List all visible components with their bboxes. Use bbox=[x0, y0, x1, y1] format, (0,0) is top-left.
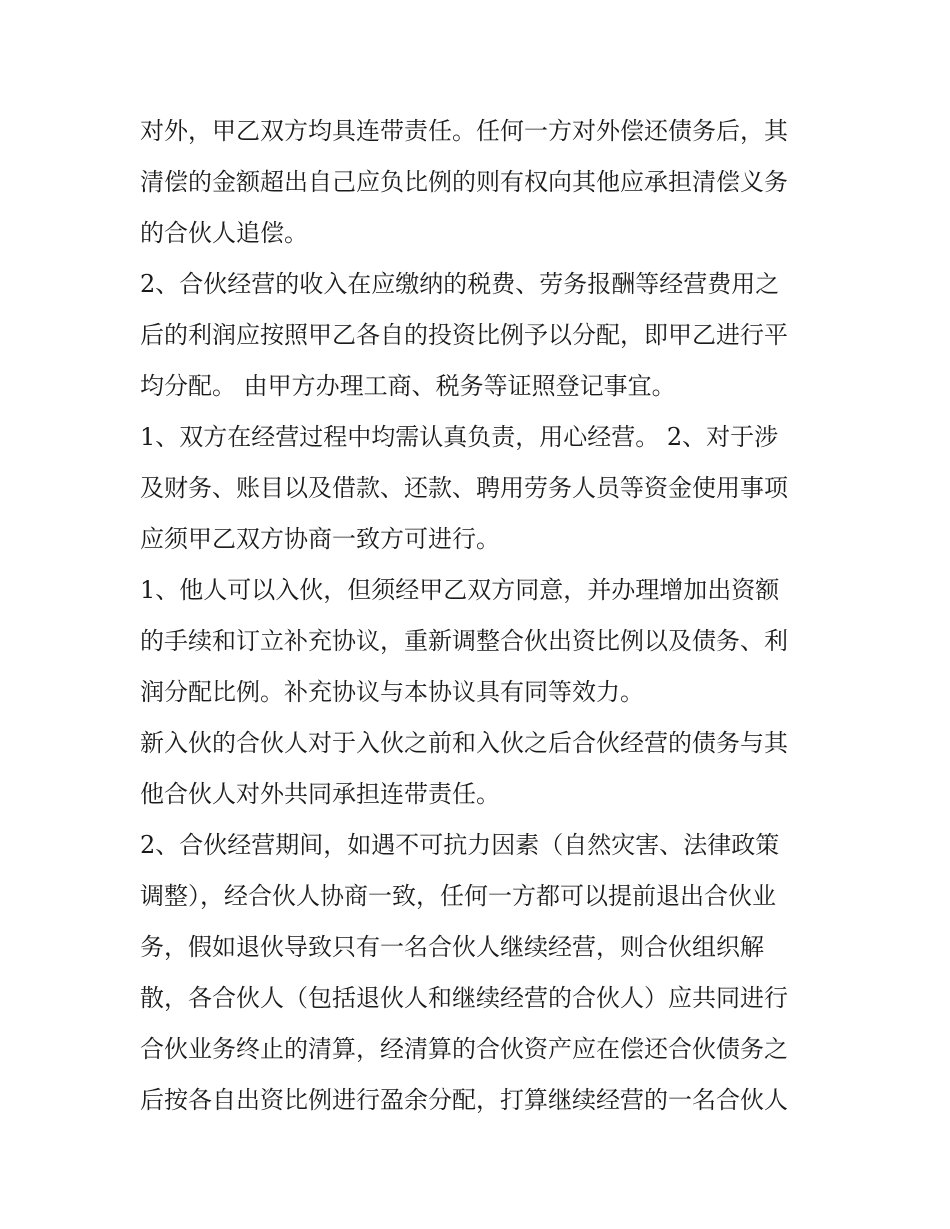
text-line: 应须甲乙双方协商一致方可进行。 bbox=[140, 525, 500, 553]
text-line: 散，各合伙人（包括退伙人和继续经营的合伙人）应共同进行 bbox=[140, 984, 788, 1012]
text-line: 1、双方在经营过程中均需认真负责，用心经营。 2、对于涉 bbox=[140, 423, 779, 451]
text-line: 他合伙人对外共同承担连带责任。 bbox=[140, 780, 500, 808]
text-line: 的合伙人追偿。 bbox=[140, 219, 308, 247]
text-line: 清偿的金额超出自己应负比例的则有权向其他应承担清偿义务 bbox=[140, 168, 788, 196]
text-line: 后的利润应按照甲乙各自的投资比例予以分配，即甲乙进行平 bbox=[140, 321, 788, 349]
text-line: 对外，甲乙双方均具连带责任。任何一方对外偿还债务后，其 bbox=[140, 117, 788, 145]
text-line: 新入伙的合伙人对于入伙之前和入伙之后合伙经营的债务与其 bbox=[140, 729, 788, 757]
text-line: 调整），经合伙人协商一致，任何一方都可以提前退出合伙业 bbox=[140, 882, 776, 910]
text-line: 的手续和订立补充协议，重新调整合伙出资比例以及债务、利 bbox=[140, 627, 788, 655]
text-line: 后按各自出资比例进行盈余分配，打算继续经营的一名合伙人 bbox=[140, 1086, 788, 1114]
text-line: 2、合伙经营期间，如遇不可抗力因素（自然灾害、法律政策 bbox=[140, 831, 780, 859]
text-line: 及财务、账目以及借款、还款、聘用劳务人员等资金使用事项 bbox=[140, 474, 788, 502]
text-line: 均分配。 由甲方办理工商、税务等证照登记事宜。 bbox=[140, 372, 676, 400]
text-line: 润分配比例。补充协议与本协议具有同等效力。 bbox=[140, 678, 644, 706]
text-line: 1、他人可以入伙，但须经甲乙双方同意，并办理增加出资额 bbox=[140, 576, 780, 604]
document-body bbox=[140, 106, 820, 1126]
text-line: 合伙业务终止的清算，经清算的合伙资产应在偿还合伙债务之 bbox=[140, 1035, 788, 1063]
text-line: 2、合伙经营的收入在应缴纳的税费、劳务报酬等经营费用之 bbox=[140, 270, 780, 298]
text-line: 务，假如退伙导致只有一名合伙人继续经营，则合伙组织解 bbox=[140, 933, 764, 961]
